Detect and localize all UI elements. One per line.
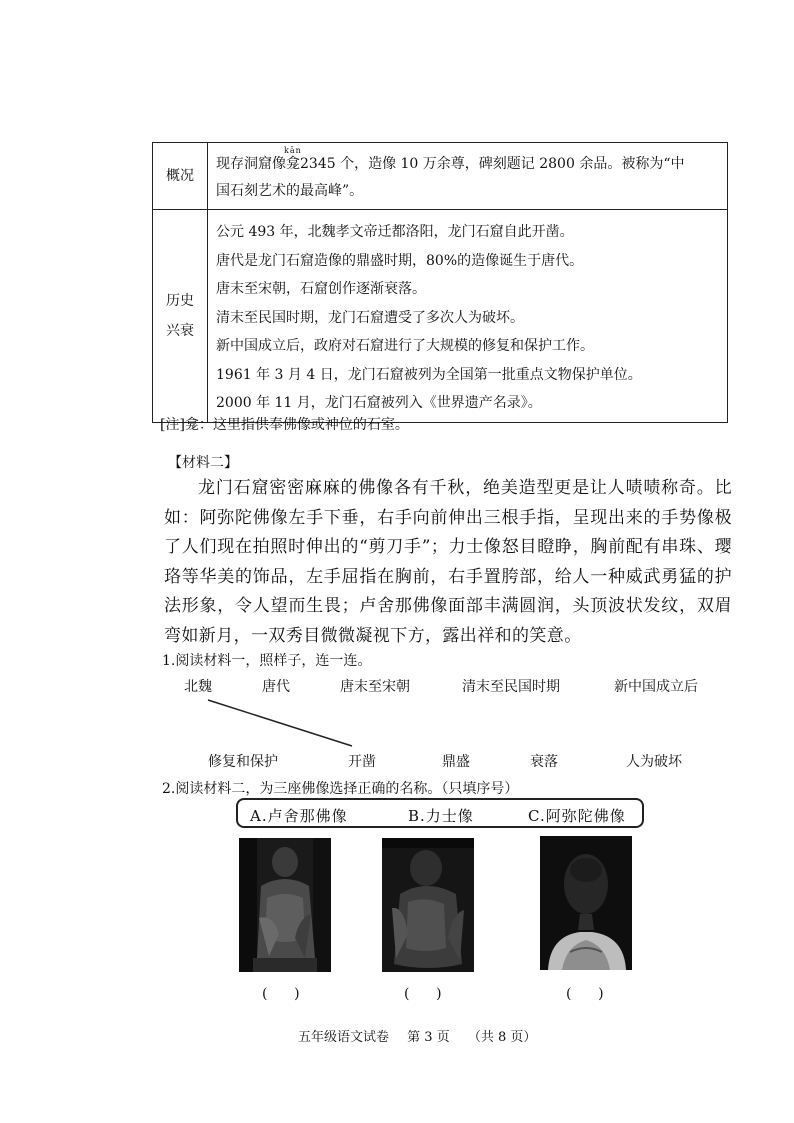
history-line: 1961 年 3 月 4 日，龙门石窟被列为全国第一批重点文物保护单位。 bbox=[216, 366, 642, 383]
history-header bbox=[153, 210, 208, 423]
history-line: 唐代是龙门石窟造像的鼎盛时期，80%的造像诞生于唐代。 bbox=[216, 252, 584, 269]
footer-title: 五年级语文试卷 bbox=[298, 1030, 390, 1045]
overview-header: 概况 bbox=[153, 143, 208, 210]
bottom-word-renweipohuai[interactable]: 人为破坏 bbox=[626, 754, 682, 770]
answer-blank-1[interactable]: ( ) bbox=[262, 986, 300, 1002]
top-word-tangdai[interactable]: 唐代 bbox=[262, 679, 290, 695]
kan-ruby bbox=[284, 146, 302, 178]
history-line: 2000 年 11 月，龙门石窟被列入《世界遗产名录》。 bbox=[216, 395, 542, 411]
history-line: 公元 493 年，北魏孝文帝迁都洛阳，龙门石窟自此开凿。 bbox=[216, 224, 574, 240]
material2-title: 【材料二】 bbox=[168, 455, 238, 471]
overview-line1-after: 2345 个，造像 10 万余尊，碑刻题记 2800 余品。被称为“中 bbox=[300, 156, 685, 172]
option-b: B.力士像 bbox=[408, 807, 474, 825]
option-a: A.卢舍那佛像 bbox=[250, 807, 348, 825]
option-c: C.阿弥陀佛像 bbox=[528, 807, 626, 825]
q2-prompt: 2.阅读材料二，为三座佛像选择正确的名称。（只填序号） bbox=[162, 781, 519, 797]
material2-body: 龙门石窟密密麻麻的佛像各有千秋，绝美造型更是让人啧啧称奇。比如：阿弥陀佛像左手下垂，右手向前伸出三根手指，呈现出来的手势像极了人们现在拍照时伸出的“剪刀手”；力士像怒目瞪睁，胸前配有串珠、璎珞等华美的饰品，左手屈指在胸前，右手置胯部，给人一种威武勇猛的护法形象，令人望而生畏；卢舍那佛像面部丰满圆润，头顶波状发纹，双眉弯如新月，一双秀目微微凝视下方，露出祥和的笑意。 bbox=[164, 478, 732, 646]
history-line: 清末至民国时期，龙门石窟遭受了多次人为破坏。 bbox=[216, 309, 524, 326]
bottom-word-dingsheng[interactable]: 鼎盛 bbox=[442, 754, 470, 770]
footnote: [注]龛：这里指供奉佛像或神位的石室。 bbox=[160, 417, 409, 433]
answer-blank-3[interactable]: ( ) bbox=[566, 986, 604, 1002]
bottom-word-shuailuo[interactable]: 衰落 bbox=[530, 754, 558, 770]
overview-content bbox=[208, 143, 728, 210]
statue-photo-2 bbox=[382, 838, 474, 972]
answer-blank-2[interactable]: ( ) bbox=[404, 986, 442, 1002]
overview-row bbox=[153, 143, 728, 210]
overview-line1-before: 现存洞窟像 bbox=[216, 156, 286, 172]
footer-total: （共 8 页） bbox=[467, 1030, 537, 1045]
history-row bbox=[153, 210, 728, 423]
footer-page: 第 3 页 bbox=[407, 1030, 450, 1045]
kan-pinyin: kān bbox=[284, 146, 302, 155]
bottom-word-xiufu[interactable]: 修复和保护 bbox=[208, 754, 278, 770]
statue-photo-1 bbox=[239, 838, 331, 972]
history-line: 新中国成立后，政府对石窟进行了大规模的修复和保护工作。 bbox=[216, 338, 594, 354]
overview-line2: 国石刻艺术的最高峰”。 bbox=[216, 183, 364, 199]
history-header-line2: 兴衰 bbox=[166, 322, 194, 339]
top-word-tangmo[interactable]: 唐末至宋朝 bbox=[340, 679, 410, 695]
longmen-info-table bbox=[152, 142, 728, 423]
top-word-qingmo[interactable]: 清末至民国时期 bbox=[462, 679, 560, 695]
q1-prompt: 1.阅读材料一，照样子，连一连。 bbox=[162, 653, 372, 669]
history-header-line1: 历史 bbox=[166, 292, 194, 309]
statue-photo-3 bbox=[540, 836, 632, 970]
bottom-word-kaizao[interactable]: 开凿 bbox=[348, 754, 376, 770]
history-line: 唐末至宋朝，石窟创作逐渐衰落。 bbox=[216, 281, 426, 297]
top-word-beiwei[interactable]: 北魏 bbox=[184, 679, 212, 695]
page-footer bbox=[298, 1026, 550, 1045]
kan-char: 龛 bbox=[286, 156, 300, 172]
history-content bbox=[208, 210, 728, 423]
top-word-xinzhongguo[interactable]: 新中国成立后 bbox=[614, 679, 698, 695]
